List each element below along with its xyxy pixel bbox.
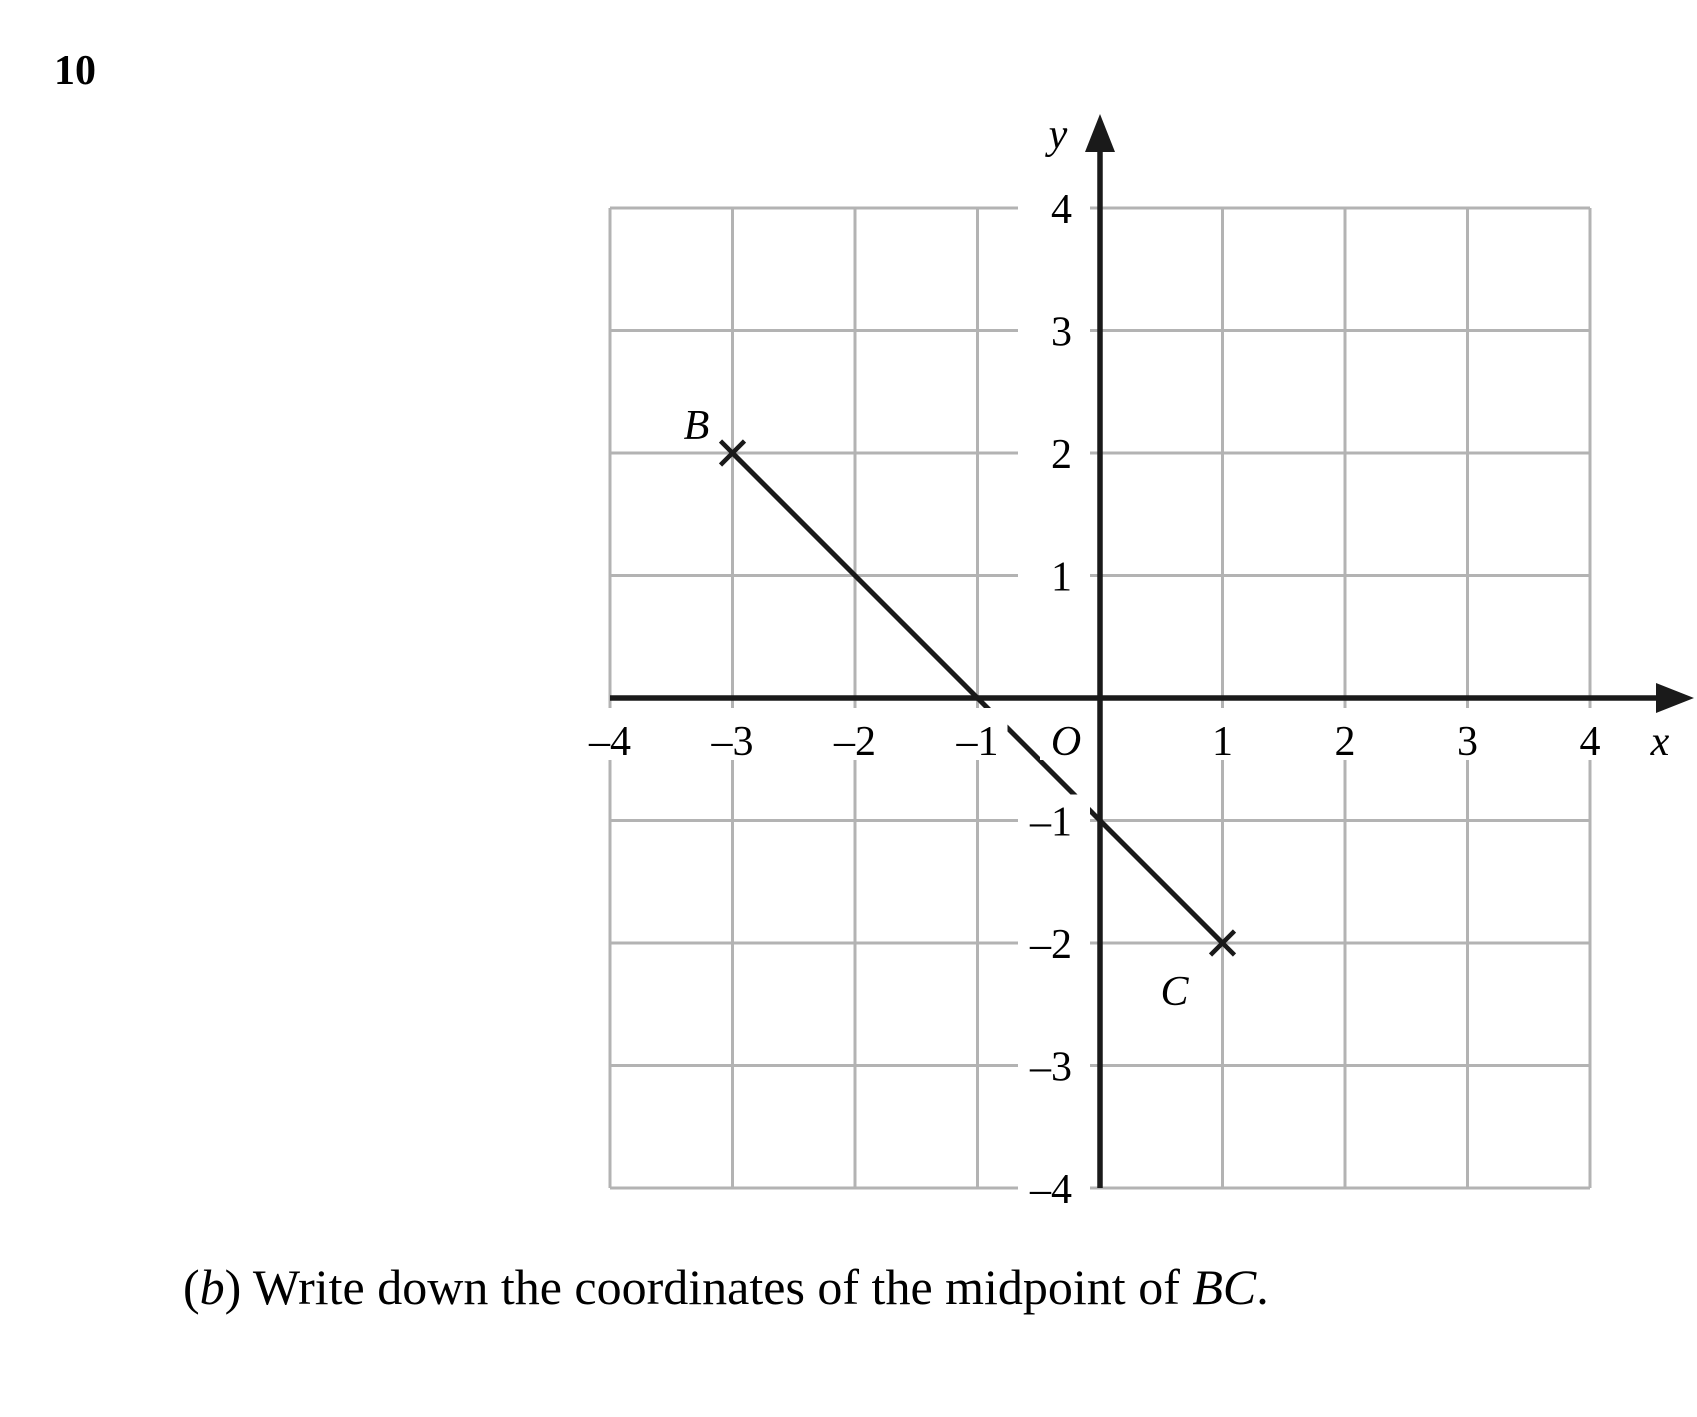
x-axis-label: x <box>1650 719 1670 765</box>
question-number: 10 <box>54 48 96 94</box>
y-tick-label: –3 <box>1030 1044 1072 1091</box>
point-label-B: B <box>683 403 710 449</box>
y-tick-label: 4 <box>1051 187 1072 233</box>
x-tick-label: –4 <box>589 719 631 765</box>
question-text <box>183 1259 1269 1315</box>
x-tick-label: 3 <box>1457 719 1478 765</box>
x-tick-label: –3 <box>711 719 754 765</box>
x-tick-label: –2 <box>834 719 876 765</box>
y-axis-arrowhead <box>1085 114 1115 152</box>
origin-label: O <box>1050 719 1082 765</box>
part-label: b <box>199 1259 225 1315</box>
x-axis-arrowhead <box>1656 683 1694 713</box>
y-tick-label: 1 <box>1051 554 1072 601</box>
y-tick-label: 2 <box>1051 432 1072 478</box>
y-tick-label: 3 <box>1051 309 1072 356</box>
end-punctuation: . <box>1256 1259 1269 1315</box>
point-label-C: C <box>1160 969 1189 1015</box>
x-tick-label: 4 <box>1579 719 1601 765</box>
question-body: Write down the coordinates of the midpoint of <box>252 1259 1193 1315</box>
x-tick-label: 2 <box>1334 719 1356 765</box>
part-label-close: ) <box>224 1259 242 1315</box>
y-axis-label: y <box>1048 112 1068 158</box>
x-tick-label: 1 <box>1212 719 1233 765</box>
axis-labels <box>1045 112 1670 765</box>
part-label-open: ( <box>183 1259 200 1315</box>
y-tick-label: –2 <box>1030 922 1072 968</box>
axes <box>610 114 1694 1188</box>
segment-name: BC <box>1192 1259 1257 1315</box>
x-tick-label: –1 <box>956 719 999 765</box>
y-tick-label: –4 <box>1030 1167 1072 1213</box>
y-tick-label: –1 <box>1030 799 1072 846</box>
